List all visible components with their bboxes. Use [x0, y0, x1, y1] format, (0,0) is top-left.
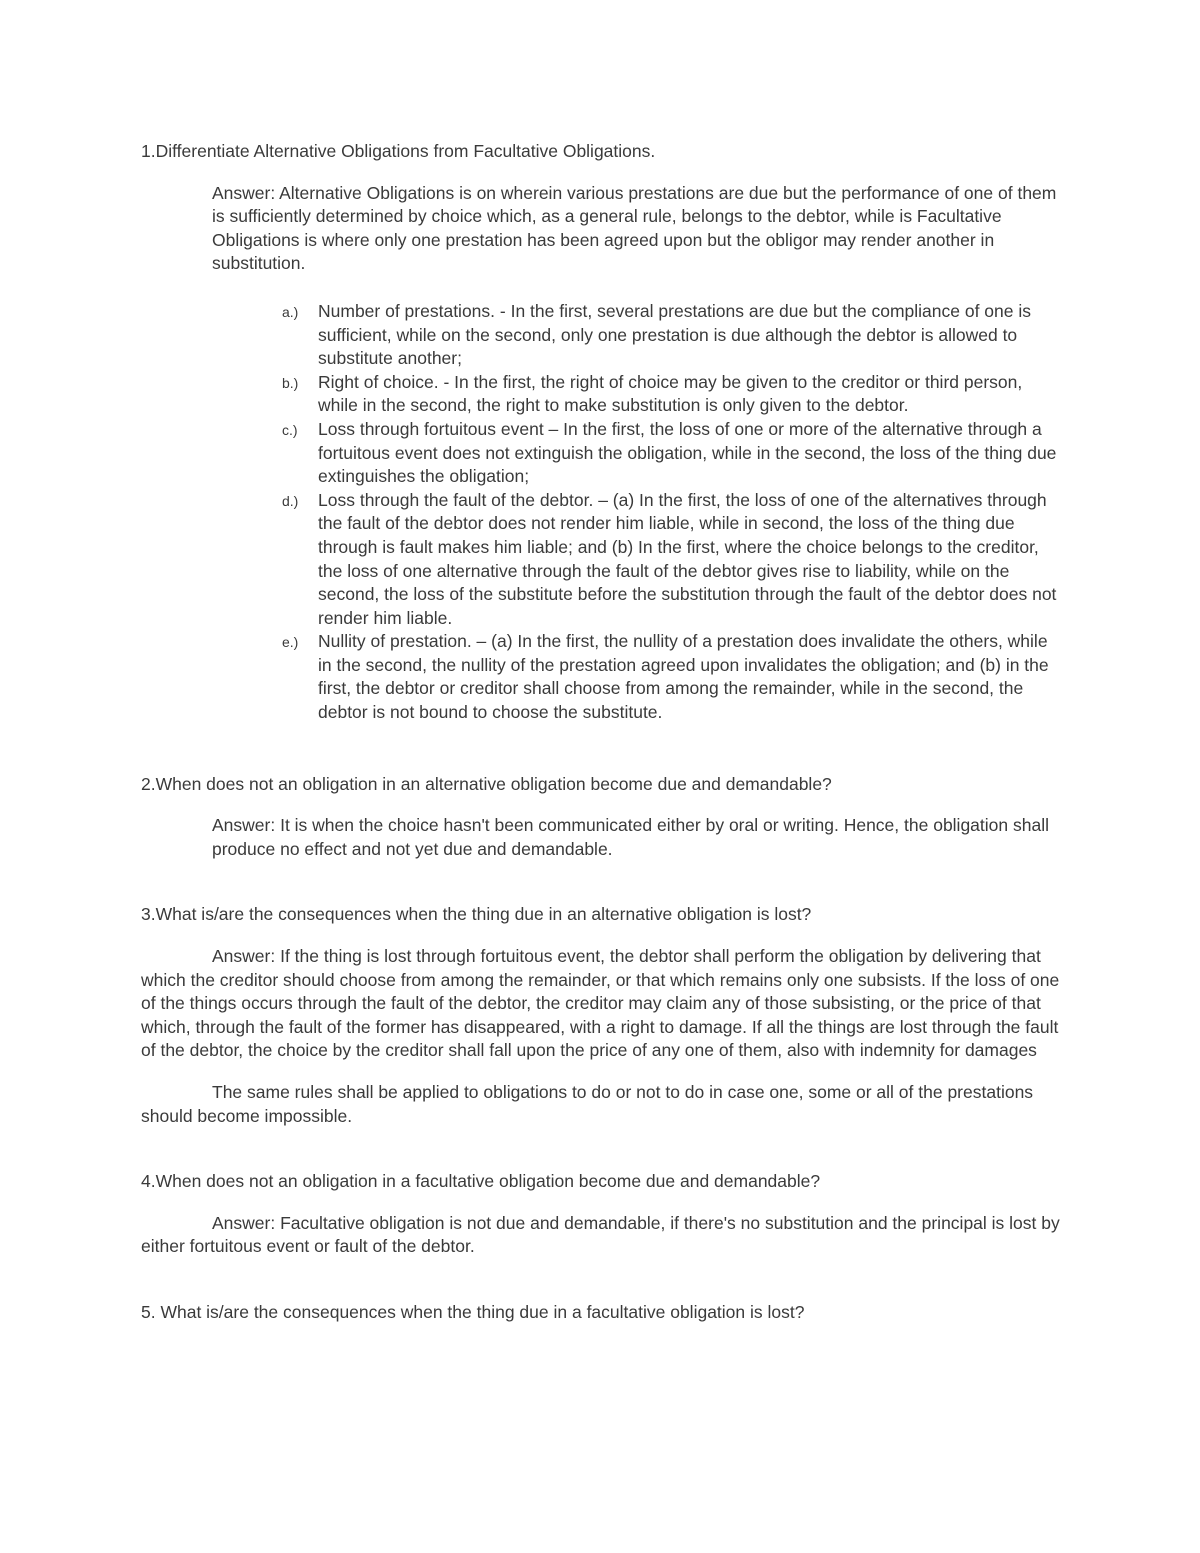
list-item-marker: d.): [282, 492, 299, 509]
question-1-answer: Answer: Alternative Obligations is on wherein various prestations are due but the performance of one of them is sufficiently determined by choice which, as a general rule, belongs to the debtor, while is Facultative Obligations is where only one prestation has been agreed upon but the obligor may render another in substitution.: [212, 182, 1057, 274]
question-1-block: [141, 140, 1061, 725]
list-item-text: Loss through the fault of the debtor. – (a) In the first, the loss of one of the alternatives through the fault of the debtor does not render him liable, while in second, the loss of the thing due through is fault makes him liable; and (b) In the first, where the choice belongs to the creditor, the loss of one alternative through the fault of the debtor gives rise to liability, while on the second, the loss of the substitute before the substitution through the fault of the debtor does not render him liable.: [318, 489, 1057, 628]
list-item: [282, 371, 1063, 418]
list-item: [282, 630, 1063, 724]
list-item-text: Number of prestations. - In the first, several prestations are due but the compliance of one is sufficient, while on the second, only one prestation is due although the debtor is allowed to substitute another;: [318, 300, 1032, 369]
question-2-block: [141, 773, 1061, 862]
list-item: [282, 300, 1063, 371]
question-2-text: 2.When does not an obligation in an alternative obligation become due and demandable?: [141, 773, 832, 794]
list-item-marker: e.): [282, 634, 299, 651]
list-item-text: Loss through fortuitous event – In the first, the loss of one or more of the alternative through a fortuitous event does not extinguish the obligation, while in the second, the loss of the thing due extinguishes the obligation;: [318, 418, 1057, 487]
question-5-text: 5. What is/are the consequences when the thing due in a facultative obligation is lost?: [141, 1301, 805, 1322]
question-3-block: [141, 903, 1061, 1128]
document-page: [141, 140, 1061, 1325]
list-item-marker: b.): [282, 374, 299, 391]
question-3-answer: Answer: If the thing is lost through fortuitous event, the debtor shall perform the obligation by delivering that which the creditor should choose from among the remainder, or that which remains only one subsists. If the loss of one of the things occurs through the fault of the debtor, the creditor may claim any of those subsisting, or the price of that which, through the fault of the former has disappeared, with a right to damage. If all the things are lost through the fault of the debtor, the choice by the creditor shall fall upon the price of any one of them, also with indemnity for damages: [141, 946, 1060, 1061]
list-item: [282, 489, 1063, 631]
question-3-text: 3.What is/are the consequences when the thing due in an alternative obligation is lost?: [141, 904, 812, 925]
question-1-text: 1.Differentiate Alternative Obligations from Facultative Obligations.: [141, 141, 656, 161]
question-4-text: 4.When does not an obligation in a facultative obligation become due and demandable?: [141, 1171, 821, 1192]
list-item-marker: c.): [282, 421, 298, 438]
list-item-marker: a.): [282, 303, 299, 320]
question-4-block: [141, 1170, 1061, 1259]
list-item-text: Right of choice. - In the first, the right of choice may be given to the creditor or third person, while in the second, the right to make substitution is only given to the debtor.: [318, 371, 1023, 416]
list-item: [282, 418, 1063, 489]
question-3-answer-continued: The same rules shall be applied to obligations to do or not to do in case one, some or all of the prestations should become impossible.: [141, 1082, 1034, 1126]
list-item-text: Nullity of prestation. – (a) In the first, the nullity of a prestation does invalidate the others, while in the second, the nullity of the prestation agreed upon invalidates the obligation; and (b) in the first, the debtor or creditor shall choose from among the remainder, while in the second, the debtor is not bound to choose the substitute.: [318, 631, 1049, 723]
question-2-answer: Answer: It is when the choice hasn't been communicated either by oral or writing. Hence, the obligation shall produce no effect and not yet due and demandable.: [212, 815, 1049, 859]
comparison-list: [141, 300, 1061, 725]
question-5-block: [141, 1301, 1061, 1325]
question-4-answer: Answer: Facultative obligation is not due and demandable, if there's no substitution and the principal is lost by either fortuitous event or fault of the debtor.: [141, 1212, 1060, 1257]
